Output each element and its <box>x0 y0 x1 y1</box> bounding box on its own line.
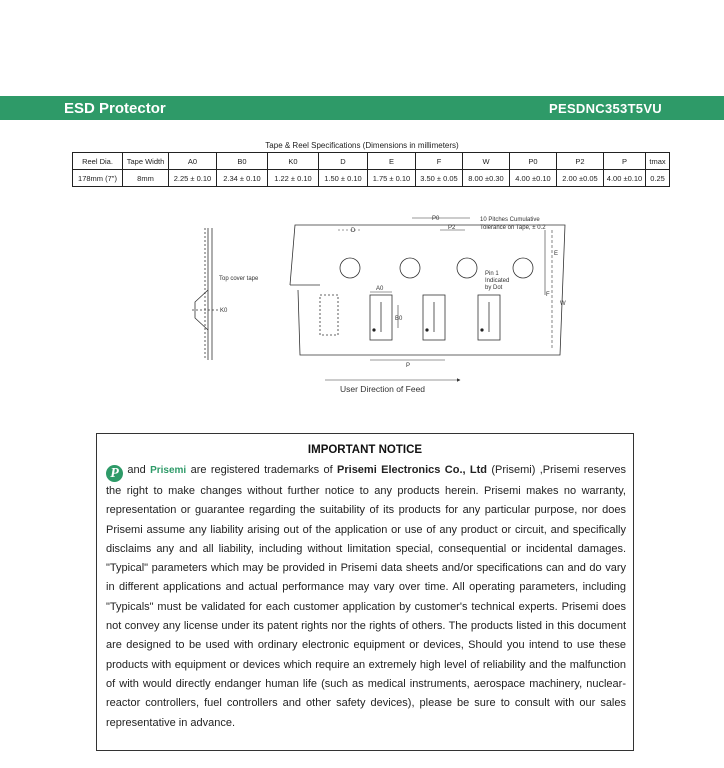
sprocket-holes <box>340 258 533 278</box>
table-header-row <box>73 153 670 170</box>
p2-label: P2 <box>448 225 456 231</box>
p0-label: P0 <box>432 216 440 222</box>
company-name: Prisemi Electronics Co., Ltd <box>337 464 488 476</box>
w-label: W <box>560 301 566 307</box>
sprocket-hole <box>457 258 477 278</box>
important-notice <box>96 433 634 751</box>
pin1-dot <box>372 328 375 331</box>
notice-title: IMPORTANT NOTICE <box>307 444 423 456</box>
brand-name: Prisemi <box>150 465 187 476</box>
column-header: B0 <box>217 153 268 170</box>
table-cell: 2.00 ±0.05 <box>557 170 604 187</box>
pin1-dot <box>425 328 428 331</box>
tape-reel-table <box>72 152 670 187</box>
table-cell: 8mm <box>123 170 169 187</box>
tape-side-view <box>192 228 220 360</box>
column-header: K0 <box>268 153 319 170</box>
column-header: Reel Dia. <box>73 153 123 170</box>
notice-and: and <box>127 464 146 476</box>
column-header: P2 <box>557 153 604 170</box>
column-header: E <box>368 153 416 170</box>
table-row <box>73 170 670 187</box>
b0-label: B0 <box>395 316 403 322</box>
table-cell: 1.22 ± 0.10 <box>268 170 319 187</box>
table-cell: 2.25 ± 0.10 <box>169 170 217 187</box>
pin-note-line2: Indicated <box>485 278 510 284</box>
part-number: PESDNC353T5VU <box>549 100 662 116</box>
carrier-tape <box>290 225 565 355</box>
table-cell: 2.34 ± 0.10 <box>217 170 268 187</box>
p-label: P <box>406 363 411 369</box>
f-label: F <box>546 292 550 298</box>
column-header: D <box>319 153 368 170</box>
column-header: A0 <box>169 153 217 170</box>
d-label: D <box>351 228 356 234</box>
a0-label: A0 <box>376 286 384 292</box>
table-cell: 1.50 ± 0.10 <box>319 170 368 187</box>
pin-note-line1: Pin 1 <box>485 271 499 277</box>
pocket <box>320 295 338 335</box>
tolerance-note-line1: 10 Pitches Cumulative <box>480 217 540 223</box>
feed-direction-label: User Direction of Feed <box>340 384 426 394</box>
table-cell: 1.75 ± 0.10 <box>368 170 416 187</box>
column-header: tmax <box>646 153 670 170</box>
notice-text-1: are registered trademarks of <box>190 464 333 476</box>
table-caption: Tape & Reel Specifications (Dimensions in millimeters) <box>265 141 459 150</box>
table-cell: 4.00 ±0.10 <box>604 170 646 187</box>
sprocket-hole <box>340 258 360 278</box>
notice-body <box>106 461 626 733</box>
table-cell: 4.00 ±0.10 <box>510 170 557 187</box>
pin1-dot <box>480 328 483 331</box>
tolerance-note-line2: Tolerance on Tape, ± 0.2 <box>480 225 546 231</box>
header-banner <box>0 96 724 120</box>
component-pockets <box>320 295 500 340</box>
cover-tape-label: Top cover tape <box>219 276 259 282</box>
tape-diagram <box>180 210 580 400</box>
table-cell: 3.50 ± 0.05 <box>416 170 463 187</box>
column-header: P0 <box>510 153 557 170</box>
k0-label: K0 <box>220 308 228 314</box>
column-header: Tape Width <box>123 153 169 170</box>
sprocket-hole <box>400 258 420 278</box>
sprocket-hole <box>513 258 533 278</box>
column-header: W <box>463 153 510 170</box>
table-cell: 178mm (7") <box>73 170 123 187</box>
column-header: P <box>604 153 646 170</box>
header-title: ESD Protector <box>64 99 166 117</box>
table-cell: 0.25 <box>646 170 670 187</box>
prisemi-logo-icon: P <box>106 465 123 482</box>
e-label: E <box>554 251 559 257</box>
notice-text-2: (Prisemi) ,Prisemi reserves the right to make changes without further notice to any products herein. Prisemi makes no warranty, representation or guarantee regarding the suitability of its products for any particular purpose, nor does Prisemi assume any liability arising out of the application or use of any product or circuit, and specifically disclaims any and all liability, including without limitation special, consequential or incidental damages. "Typical" parameters which may be provided in Prisemi data sheets and/or specifications can and do vary in different applications and actual performance may vary over time. All operating parameters, including "Typicals" must be validated for each customer application by customer's technical experts. Prisemi does not convey any license under its patent rights nor the rights of others. The products listed in this document are designed to be used with ordinary electronic equipment or devices, Should you intend to use these products with equipment or devices which require an extremely high level of reliability and the malfunction of with would directly endanger human life (such as medical instruments, aerospace machinery, nuclear-reactor controllers, fuel controllers and other safety devices), please be sure to consult with our sales representative in advance. <box>106 464 626 729</box>
pin-note-line3: by Dot <box>485 285 503 291</box>
table-cell: 8.00 ±0.30 <box>463 170 510 187</box>
column-header: F <box>416 153 463 170</box>
